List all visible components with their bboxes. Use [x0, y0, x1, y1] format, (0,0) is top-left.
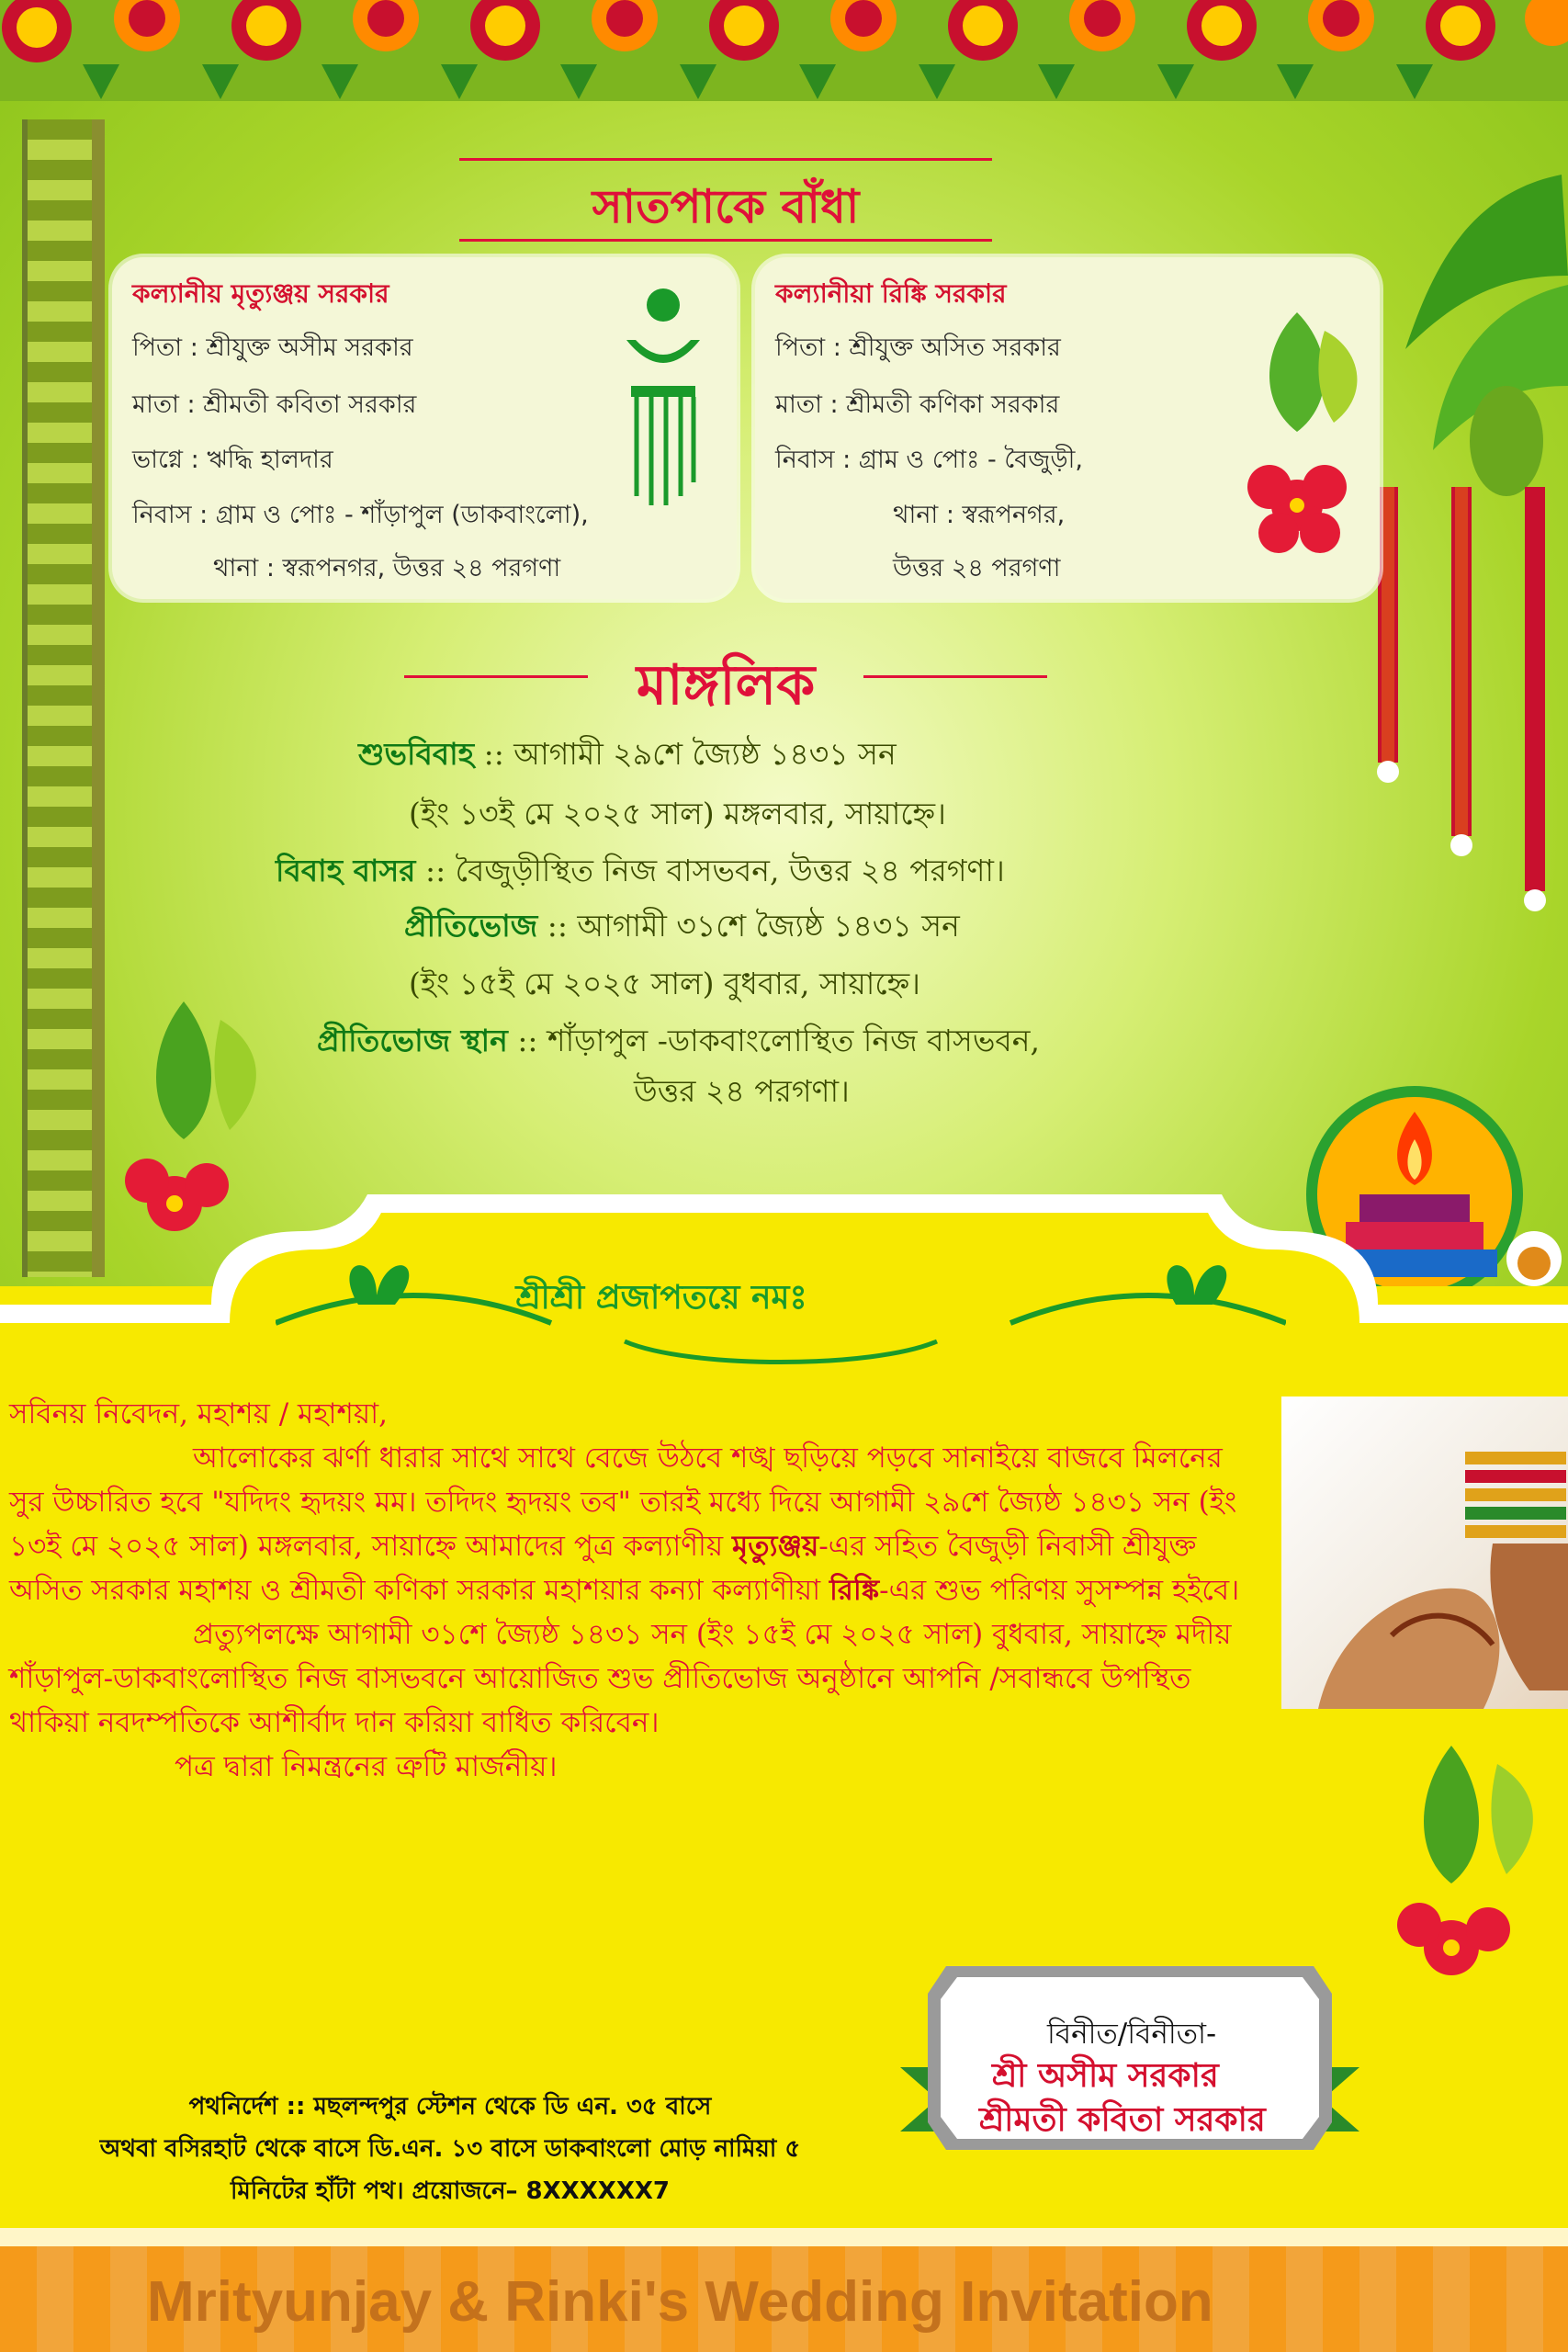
letter-bride-name: রিঙ্কি [829, 1574, 880, 1607]
heading-top-rule [459, 158, 992, 161]
schedule-wedding-text: :: আগামী ২৯শে জ্যৈষ্ঠ ১৪৩১ সন [474, 736, 897, 772]
schedule-reception-district-text: উত্তর ২৪ পরগণা। [634, 1073, 850, 1109]
groom-address: নিবাস : গ্রাম ও পোঃ - শাঁড়াপুল (ডাকবাংলো), [132, 501, 589, 529]
from-signature-box [900, 1966, 1359, 2150]
schedule-venue [276, 847, 1005, 899]
heading-mid-rule-right [863, 675, 1047, 678]
hibiscus-flower-icon [1233, 294, 1371, 570]
letter-paragraph-main [9, 1436, 1249, 1612]
schedule-reception-text: :: আগামী ৩১শে জ্যৈষ্ঠ ১৪৩১ সন [537, 908, 960, 944]
schedule-reception-district [634, 1068, 850, 1119]
groom-mother: মাতা : শ্রীমতী কবিতা সরকার [132, 390, 417, 419]
letter-paragraph-reception: প্রত্যুপলক্ষে আগামী ৩১শে জ্যৈষ্ঠ ১৪৩১ সন (ইং ১৫ই মে ২০২৫ সাল) বুধবার, সায়াহ্নে মদীয় শাঁড়াপুল-ডাকবাংলোস্থিত নিজ বাসভবনে আয়োজিত শুভ প্রীতিভোজ অনুষ্ঠানে আপনি /সবান্ধবে উপস্থিত থাকিয়া নবদম্পতিকে আশীর্বাদ দান করিয়া বাধিত করিবেন। [9, 1618, 1232, 1739]
directions-line-1: পথনির্দেশ :: মছলন্দপুর স্টেশন থেকে ডি এন. ৩৫ বাসে [188, 2093, 712, 2120]
bride-father: পিতা : শ্রীযুক্ত অসিত সরকার [775, 334, 1061, 362]
schedule-venue-text: :: বৈজুড়ীস্থিত নিজ বাসভবন, উত্তর ২৪ পরগণা। [415, 853, 1005, 888]
marigold-garland-decoration [0, 0, 1568, 101]
schedule-reception-venue [317, 1017, 1040, 1069]
heading-top-rule-bottom [459, 239, 992, 242]
bride-name: কল্যানীয়া রিঙ্কি সরকার [775, 278, 1007, 309]
groom-father: পিতা : শ্রীযুক্ত অসীম সরকার [132, 334, 413, 362]
from-mother-name: শ্রীমতী কবিতা সরকার [979, 2101, 1266, 2139]
right-bottom-hibiscus [1378, 1727, 1562, 2003]
schedule-reception [404, 902, 960, 954]
bride-address: নিবাস : গ্রাম ও পোঃ - বৈজুড়ী, [775, 446, 1083, 474]
shubho-symbol-icon [613, 285, 714, 514]
directions-line-2: অথবা বসিরহাট থেকে বাসে ডি.এন. ১৩ বাসে ডাকবাংলো মোড় নামিয়া ৫ [99, 2135, 801, 2163]
schedule-venue-label: বিবাহ বাসর [276, 853, 416, 888]
bride-thana: থানা : স্বরূপনগর, [893, 501, 1066, 529]
groom-card [112, 257, 737, 599]
letter-main-part-3: -এর শুভ পরিণয় সুসম্পন্ন হইবে। [879, 1574, 1240, 1607]
schedule-reception-label: প্রীতিভোজ [404, 908, 538, 944]
wedding-hands-image [1281, 1396, 1568, 1709]
bride-district: উত্তর ২৪ পরগণা [893, 554, 1061, 582]
blessing-prajapatye-namah: শ্রীশ্রী প্রজাপতয়ে নমঃ [515, 1278, 807, 1317]
schedule-wedding-date [409, 790, 946, 842]
groom-thana: থানা : স্বরূপনগর, উত্তর ২৪ পরগণা [213, 554, 561, 582]
letter-main-part-1: আলোকের ঝর্ণা ধারার সাথে সাথে বেজে উঠবে শঙ্খ ছড়িয়ে পড়বে সানাইয়ে বাজবে মিলনের সুর উচ্চারিত হবে "যদিদং হৃদয়ং মম। তদিদং হৃদয়ং তব" তারই মধ্যে দিয়ে আগামী ২৯শে জ্যৈষ্ঠ ১৪৩১ সন (ইং ১৩ই মে ২০২৫ সাল) মঙ্গলবার, সায়াহ্নে আমাদের পুত্র কল্যাণীয় [9, 1442, 1237, 1563]
letter-main-part-2: -এর সহিত বৈজুড়ী নিবাসী শ্রীযুক্ত অসিত সরকার মহাশয় ও শ্রীমতী কণিকা সরকার মহাশয়ার কন্যা কল্যাণীয়া [9, 1530, 1197, 1607]
from-father-name: শ্রী অসীম সরকার [992, 2057, 1219, 2095]
heading-saatpake-badha: সাতপাকে বাঁধা [592, 179, 860, 233]
bangles-hands-icon [1281, 1396, 1568, 1709]
schedule-reception-venue-label: প্রীতিভোজ স্থান [317, 1023, 508, 1058]
directions-block [55, 2086, 845, 2212]
from-label: বিনীত/বিনীতা- [1047, 2018, 1217, 2051]
footer-title: Mrityunjay & Rinki's Wedding Invitation [147, 2270, 1213, 2334]
schedule-wedding [358, 730, 897, 782]
bride-card [755, 257, 1380, 599]
heading-mangalik: মাঙ্গলিক [636, 653, 816, 718]
letter-salutation: সবিনয় নিবেদন, মহাশয় / মহাশয়া, [9, 1397, 388, 1430]
left-ornament-border [22, 119, 97, 1277]
schedule-reception-date [409, 960, 920, 1012]
bride-mother: মাতা : শ্রীমতী কণিকা সরকার [775, 390, 1060, 419]
schedule-wedding-date-text: (ইং ১৩ই মে ২০২৫ সাল) মঙ্গলবার, সায়াহ্নে। [409, 796, 946, 831]
schedule-wedding-label: শুভবিবাহ [358, 736, 475, 772]
schedule-reception-venue-text: :: শাঁড়াপুল -ডাকবাংলোস্থিত নিজ বাসভবন, [507, 1023, 1040, 1058]
schedule-reception-date-text: (ইং ১৫ই মে ২০২৫ সাল) বুধবার, সায়াহ্নে। [409, 966, 920, 1001]
groom-nephew: ভাগ্নে : ঋদ্ধি হালদার [132, 446, 333, 474]
left-border-stripe [92, 119, 105, 1277]
directions-line-3: মিনিটের হাঁটা পথ। প্রয়োজনে– 8XXXXXX7 [230, 2177, 671, 2205]
letter-apology: পত্র দ্বারা নিমন্ত্রনের ত্রুটি মার্জনীয়। [175, 1750, 558, 1783]
letter-groom-name: মৃত্যুঞ্জয় [732, 1530, 819, 1563]
groom-name: কল্যানীয় মৃত্যুঞ্জয় সরকার [132, 278, 389, 309]
invitation-letter [9, 1392, 1249, 1789]
